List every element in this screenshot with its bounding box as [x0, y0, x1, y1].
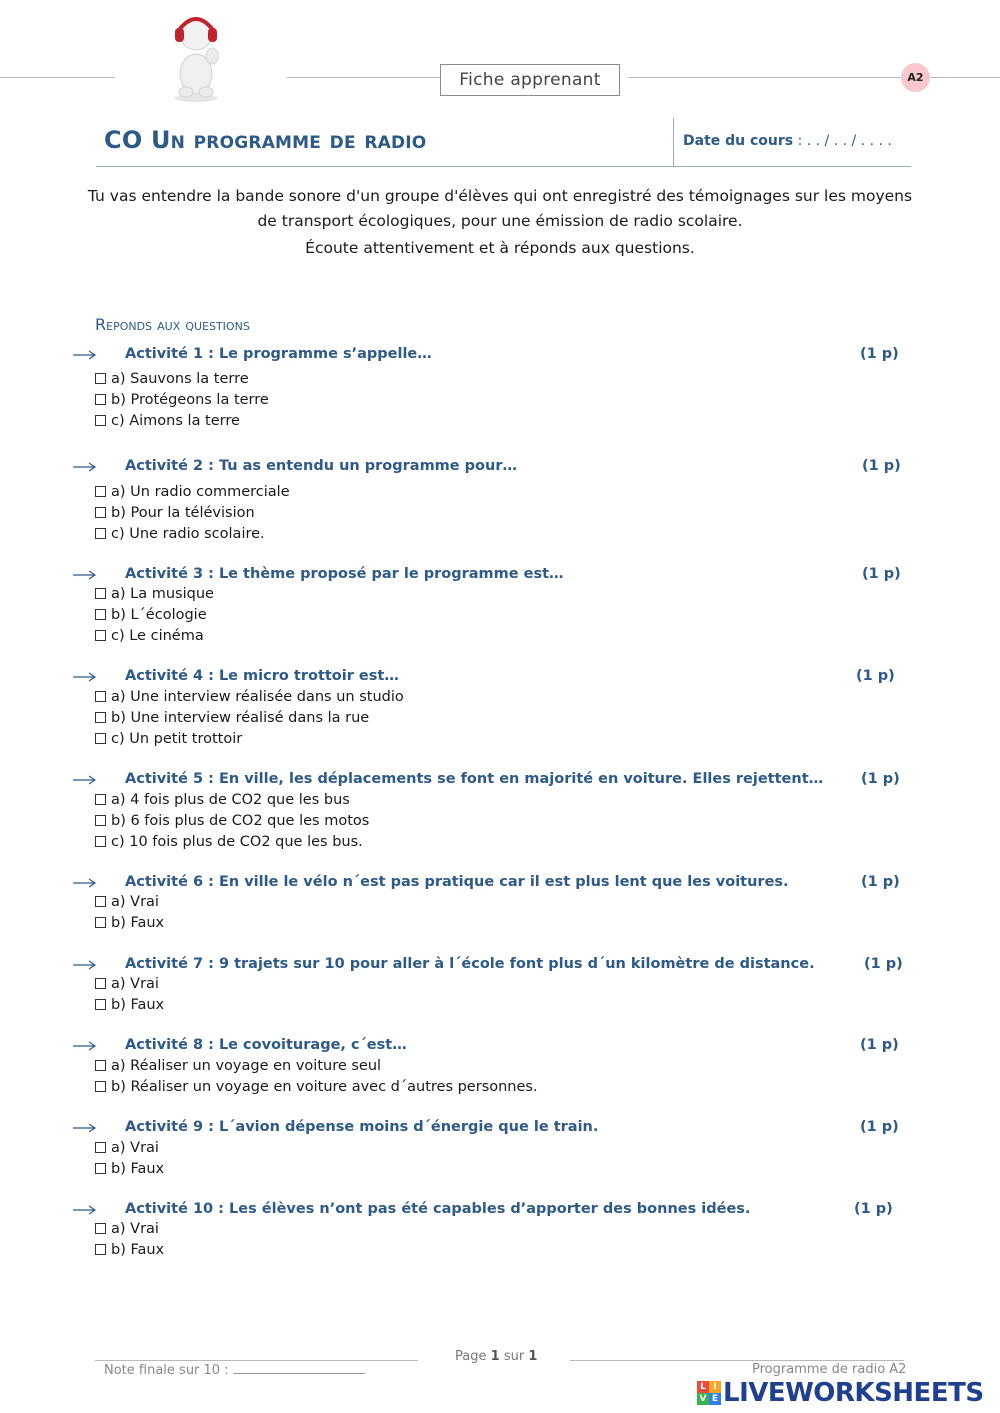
answer-option-label: c) Le cinéma	[111, 628, 204, 644]
activity-points: (1 p)	[856, 668, 895, 684]
date-du-cours-field[interactable]	[683, 133, 892, 149]
answer-option-label: b) Protégeons la terre	[111, 392, 269, 408]
activity-title: Activité 7 : 9 trajets sur 10 pour aller à l´école font plus d´un kilomètre de distance.	[125, 956, 815, 972]
note-finale	[104, 1362, 365, 1378]
arrow-right-icon	[72, 959, 98, 971]
answer-option[interactable]	[95, 1140, 159, 1156]
header-rule-right	[628, 77, 1000, 78]
answer-option-label: a) Sauvons la terre	[111, 371, 249, 387]
page-sep: sur	[503, 1349, 525, 1364]
note-finale-label: Note finale sur 10 :	[104, 1363, 229, 1378]
checkbox[interactable]	[95, 1081, 106, 1092]
activity-points: (1 p)	[861, 771, 900, 787]
checkbox[interactable]	[95, 415, 106, 426]
checkbox[interactable]	[95, 588, 106, 599]
mark-letter: E	[709, 1393, 721, 1405]
page-total: 1	[528, 1349, 538, 1364]
footer-doc-name: Programme de radio A2	[752, 1362, 907, 1377]
activity-title: Activité 3 : Le thème proposé par le programme est…	[125, 566, 564, 582]
arrow-right-icon	[72, 461, 98, 473]
activity-title: Activité 9 : L´avion dépense moins d´énergie que le train.	[125, 1119, 599, 1135]
answer-option-label: a) Vrai	[111, 894, 159, 910]
answer-option[interactable]	[95, 894, 159, 910]
footer-rule-right	[570, 1360, 904, 1361]
checkbox[interactable]	[95, 733, 106, 744]
fiche-apprenant-label: Fiche apprenant	[440, 64, 620, 96]
answer-option[interactable]	[95, 997, 164, 1013]
activity-title: Activité 5 : En ville, les déplacements se font en majorité en voiture. Elles rejettent…	[125, 771, 824, 787]
arrow-right-icon	[72, 877, 98, 889]
answer-option-label: a) Un radio commerciale	[111, 484, 290, 500]
answer-option-label: a) Une interview réalisée dans un studio	[111, 689, 404, 705]
answer-option-label: b) Faux	[111, 1161, 165, 1177]
arrow-right-icon	[72, 1122, 98, 1134]
arrow-right-icon	[72, 569, 98, 581]
answer-option-label: a) Vrai	[111, 976, 159, 992]
answer-option-label: b) L´écologie	[111, 607, 207, 623]
mark-letter: I	[709, 1381, 721, 1393]
answer-option[interactable]	[95, 1058, 381, 1074]
intro-line-2: de transport écologiques, pour une émission de radio scolaire.	[257, 212, 743, 230]
answer-option[interactable]	[95, 484, 290, 500]
answer-option-label: b) Faux	[111, 915, 165, 931]
answer-option[interactable]	[95, 689, 404, 705]
answer-option-label: a) La musique	[111, 586, 214, 602]
page-prefix: Page	[455, 1349, 487, 1364]
activity-points: (1 p)	[860, 346, 899, 362]
page-current: 1	[490, 1349, 500, 1364]
arrow-right-icon	[72, 1204, 98, 1216]
answer-option[interactable]	[95, 1161, 164, 1177]
answer-option-label: b) Faux	[111, 1242, 165, 1258]
answer-option[interactable]	[95, 392, 269, 408]
checkbox[interactable]	[95, 1163, 106, 1174]
title-divider-vertical	[673, 118, 674, 166]
mark-letter: V	[697, 1393, 709, 1405]
mark-letter: L	[697, 1381, 709, 1393]
checkbox[interactable]	[95, 815, 106, 826]
activity-points: (1 p)	[854, 1201, 893, 1217]
activity-title: Activité 6 : En ville le vélo n´est pas pratique car il est plus lent que les voitures.	[125, 874, 789, 890]
level-badge: A2	[901, 63, 930, 92]
checkbox[interactable]	[95, 1223, 106, 1234]
answer-option-label: c) Une radio scolaire.	[111, 526, 265, 542]
checkbox[interactable]	[95, 978, 106, 989]
answer-option-label: a) Vrai	[111, 1140, 159, 1156]
checkbox[interactable]	[95, 836, 106, 847]
answer-option[interactable]	[95, 628, 204, 644]
liveworksheets-wordmark: LIVEWORKSHEETS	[723, 1378, 984, 1408]
checkbox[interactable]	[95, 528, 106, 539]
activity-title: Activité 2 : Tu as entendu un programme pour…	[125, 458, 517, 474]
answer-option[interactable]	[95, 834, 363, 850]
checkbox[interactable]	[95, 394, 106, 405]
answer-option[interactable]	[95, 731, 242, 747]
activity-points: (1 p)	[864, 956, 903, 972]
activity-points: (1 p)	[861, 874, 900, 890]
checkbox[interactable]	[95, 691, 106, 702]
checkbox[interactable]	[95, 373, 106, 384]
answer-option[interactable]	[95, 1079, 538, 1095]
activity-points: (1 p)	[862, 566, 901, 582]
answer-option[interactable]	[95, 915, 164, 931]
checkbox[interactable]	[95, 794, 106, 805]
page-title: CO Un programme de radio	[104, 126, 427, 154]
arrow-right-icon	[72, 671, 98, 683]
intro-line-3: Écoute attentivement et à réponds aux questions.	[305, 239, 695, 257]
date-blank: : . . / . . / . . . .	[793, 133, 892, 149]
liveworksheets-mark-icon	[697, 1381, 721, 1405]
checkbox[interactable]	[95, 999, 106, 1010]
title-divider-horizontal	[96, 166, 911, 167]
answer-option-label: a) 4 fois plus de CO2 que les bus	[111, 792, 350, 808]
answer-option-label: b) Une interview réalisé dans la rue	[111, 710, 370, 726]
answer-option-label: a) Vrai	[111, 1221, 159, 1237]
checkbox[interactable]	[95, 486, 106, 497]
answer-option-label: b) Faux	[111, 997, 165, 1013]
date-label-text: Date du cours	[683, 133, 794, 149]
headphones-mascot-image	[166, 6, 226, 102]
activity-points: (1 p)	[862, 458, 901, 474]
answer-option-label: a) Réaliser un voyage en voiture seul	[111, 1058, 382, 1074]
arrow-right-icon	[72, 774, 98, 786]
footer-rule-left	[95, 1360, 418, 1361]
answer-option-label: c) 10 fois plus de CO2 que les bus.	[111, 834, 363, 850]
checkbox[interactable]	[95, 1060, 106, 1071]
intro-line-1: Tu vas entendre la bande sonore d'un groupe d'élèves qui ont enregistré des témoignages sur les moyens	[87, 187, 913, 205]
answer-option-label: c) Un petit trottoir	[111, 731, 243, 747]
activity-points: (1 p)	[860, 1119, 899, 1135]
page-number	[455, 1349, 537, 1364]
answer-option[interactable]	[95, 1221, 159, 1237]
checkbox[interactable]	[95, 896, 106, 907]
answer-option-label: b) 6 fois plus de CO2 que les motos	[111, 813, 370, 829]
arrow-right-icon	[72, 349, 98, 361]
answer-option-label: b) Pour la télévision	[111, 505, 255, 521]
answer-option[interactable]	[95, 413, 240, 429]
answer-option[interactable]	[95, 371, 249, 387]
activity-title: Activité 8 : Le covoiturage, c´est…	[125, 1037, 407, 1053]
liveworksheets-logo[interactable]	[697, 1378, 984, 1408]
section-heading: Reponds aux questions	[95, 315, 250, 334]
answer-option[interactable]	[95, 1242, 164, 1258]
activity-title: Activité 10 : Les élèves n’ont pas été capables d’apporter des bonnes idées.	[125, 1201, 751, 1217]
header-rule-left	[0, 77, 115, 78]
checkbox[interactable]	[95, 712, 106, 723]
arrow-right-icon	[72, 1040, 98, 1052]
checkbox[interactable]	[95, 630, 106, 641]
answer-option[interactable]	[95, 813, 369, 829]
activity-title: Activité 4 : Le micro trottoir est…	[125, 668, 399, 684]
answer-option[interactable]	[95, 710, 369, 726]
answer-option[interactable]	[95, 607, 207, 623]
answer-option[interactable]	[95, 586, 214, 602]
header-rule-mid	[287, 77, 440, 78]
checkbox[interactable]	[95, 609, 106, 620]
answer-option[interactable]	[95, 792, 350, 808]
answer-option[interactable]	[95, 976, 159, 992]
activity-points: (1 p)	[860, 1037, 899, 1053]
answer-option-label: b) Réaliser un voyage en voiture avec d´autres personnes.	[111, 1079, 538, 1095]
checkbox[interactable]	[95, 507, 106, 518]
activity-title: Activité 1 : Le programme s’appelle…	[125, 346, 432, 362]
answer-option[interactable]	[95, 505, 255, 521]
checkbox[interactable]	[95, 1244, 106, 1255]
answer-option[interactable]	[95, 526, 265, 542]
answer-option-label: c) Aimons la terre	[111, 413, 240, 429]
checkbox[interactable]	[95, 917, 106, 928]
note-finale-blank[interactable]	[233, 1362, 365, 1374]
checkbox[interactable]	[95, 1142, 106, 1153]
